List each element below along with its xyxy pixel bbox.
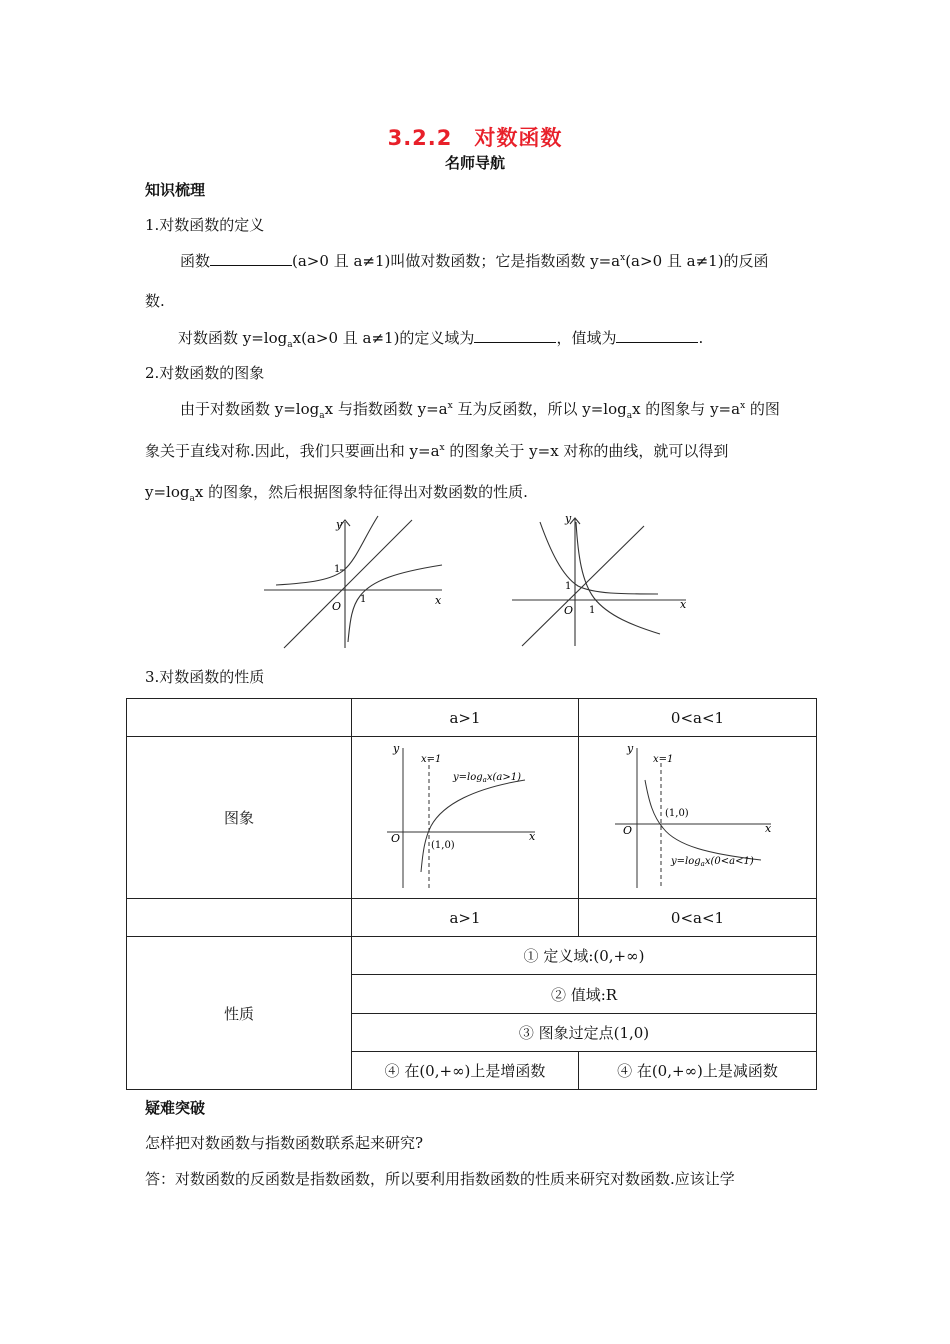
property-domain: ① 定义域:(0,+∞) [352,937,817,975]
subscript: a [189,494,195,504]
section-heading-knowledge: 知识梳理 [145,181,206,199]
curve-label-part: y=log [453,771,483,783]
text-segment: x(a>0 且 a≠1)的定义域为 [292,329,475,347]
dashed-line-label: x=1 [652,753,673,765]
origin-label: O [391,831,401,845]
curve-label [452,772,521,784]
row-label-graph: 图象 [127,737,352,899]
superscript: x [447,401,453,411]
page-subtitle: 名师导航 [444,154,505,172]
superscript: x [439,443,445,453]
curve-label-part: x(a>1) [486,771,521,783]
answer-text: 答：对数函数的反函数是指数函数，所以要利用指数函数的性质来研究对数函数.应该让学 [145,1170,735,1188]
text-segment: 的图象关于 y=x 对称的曲线，就可以得到 [444,442,729,460]
property-fixed-point: ③ 图象过定点(1,0) [352,1014,817,1052]
origin-label: O [564,604,574,617]
log-graph-decreasing [613,740,783,896]
table-row [127,699,817,737]
definition-paragraph-line1 [180,250,769,271]
fixed-point-label: (1,0) [664,807,689,819]
text-segment: y=log [145,483,190,501]
table-cell-empty [127,699,352,737]
table-row [127,899,817,937]
curve-label-sub: a [700,859,705,868]
graph-cell-decreasing [579,737,817,899]
y-axis-label: y [393,741,400,755]
question-text: 怎样把对数函数与指数函数联系起来研究? [145,1134,424,1152]
fill-blank-range [616,328,698,343]
subscript: a [626,411,633,421]
tick-label-1: 1 [360,594,367,605]
curve-label-part: x(0<a<1) [704,855,754,867]
text-segment: ，值域为 [556,329,617,347]
line-y-eq-x [284,520,412,648]
subscript: a [287,340,293,350]
section-heading-difficulty: 疑难突破 [145,1099,206,1117]
property-increasing: ④ 在(0,+∞)上是增函数 [352,1052,579,1090]
y-axis-label: y [626,741,633,755]
text-segment: 函数 [180,252,211,270]
fill-blank-domain [474,328,556,343]
item1-title: 1.对数函数的定义 [145,216,265,234]
inverse-graph-decreasing [510,510,700,652]
subscript: a [319,411,325,421]
log-graph-increasing [385,740,545,896]
table-row [127,737,817,899]
fill-blank-function [210,251,292,266]
text-segment: 对数函数 y=log [178,329,288,347]
table-cell-empty [127,899,352,937]
text-segment: x 与指数函数 y=a [324,400,448,418]
graph-paragraph-line3 [145,481,528,504]
fixed-point-label: (1,0) [431,839,455,851]
superscript: x [620,253,626,263]
x-axis-label: x [529,829,536,843]
header-a-gt-1: a>1 [352,699,579,737]
tick-label-1: 1 [334,564,341,575]
y-axis-label: y [336,518,343,531]
line-y-eq-x [522,526,644,646]
exponential-curve [276,516,378,585]
graph-paragraph-line2 [145,440,728,461]
text-segment: 的图 [745,400,780,418]
text-segment: x 的图象与 y=a [632,400,741,418]
text-segment: x 的图象，然后根据图象特征得出对数函数的性质. [194,483,528,501]
log-curve-decreasing [645,780,761,860]
text-segment: (a>0 且 a≠1)的反函 [625,252,769,270]
x-axis-label: x [680,598,687,611]
exponential-curve [540,522,658,594]
origin-label: O [332,600,342,613]
definition-paragraph-line2: 数. [145,292,165,310]
text-segment: 象关于直线对称.因此，我们只要画出和 y=a [145,442,440,460]
tick-label-1: 1 [565,581,572,592]
page-title: 3.2.2 对数函数 [387,126,563,150]
inverse-graph-increasing [260,512,450,652]
dashed-line-label: x=1 [421,753,442,765]
logarithm-curve [576,522,660,634]
y-axis-label: y [565,512,572,525]
property-decreasing: ④ 在(0,+∞)上是减函数 [579,1052,817,1090]
curve-label-sub: a [482,775,487,784]
text-segment: 互为反函数，所以 y=log [452,400,627,418]
curve-label [670,856,754,868]
text-segment: (a>0 且 a≠1)叫做对数函数；它是指数函数 y=a [292,252,621,270]
curve-label-part: y=log [670,855,701,867]
x-axis-label: x [764,821,771,835]
item2-title: 2.对数函数的图象 [145,364,265,382]
header-a-lt-1: 0<a<1 [579,699,817,737]
properties-table [126,698,817,1090]
item3-title: 3.对数函数的性质 [145,668,265,686]
superscript: x [740,401,746,411]
property-range: ② 值域:R [352,975,817,1014]
domain-range-line [178,327,703,350]
header-a-lt-1: 0<a<1 [579,899,817,937]
tick-label-1: 1 [589,605,596,616]
row-label-properties: 性质 [127,937,352,1090]
x-axis-label: x [435,594,442,607]
graph-cell-increasing [352,737,579,899]
header-a-gt-1: a>1 [352,899,579,937]
table-row [127,937,817,975]
text-segment: 由于对数函数 y=log [180,400,320,418]
text-segment: . [698,329,704,347]
origin-label: O [622,823,632,837]
log-curve-increasing [421,780,525,872]
graph-paragraph-line1 [180,398,780,421]
